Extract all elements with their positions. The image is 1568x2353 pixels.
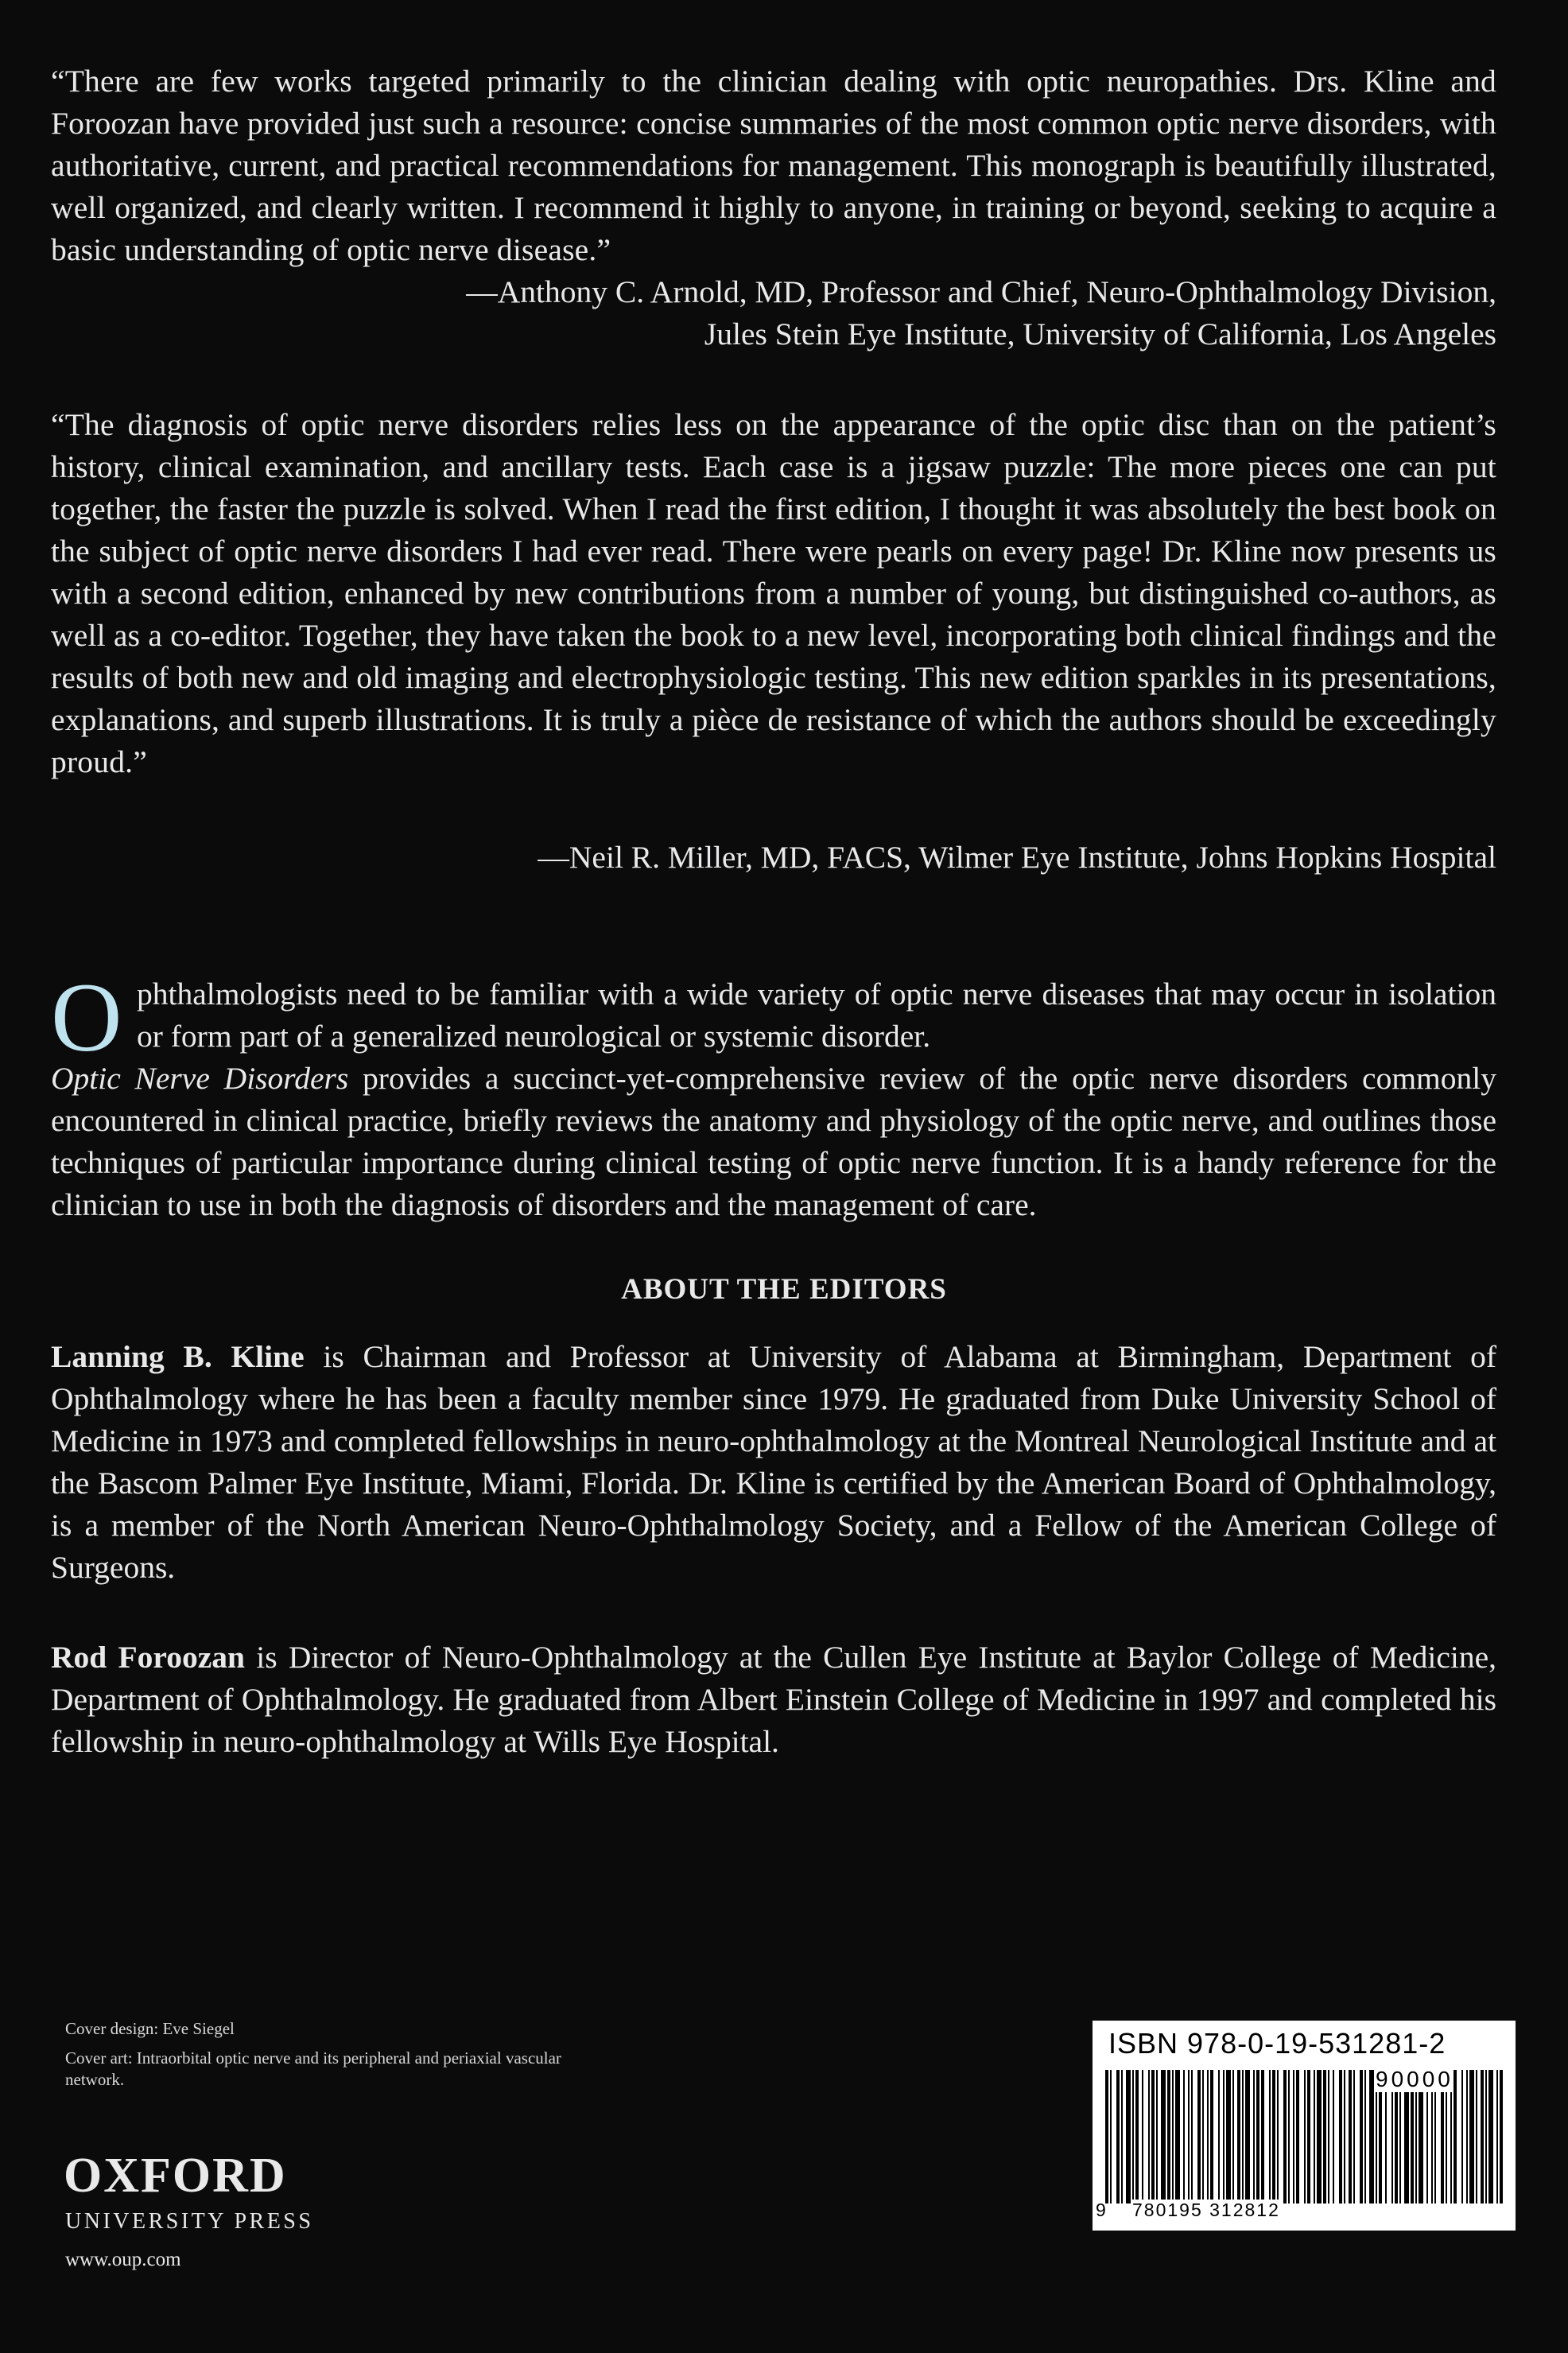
barcode-bar — [1277, 2070, 1279, 2204]
barcode-bar — [1466, 2070, 1468, 2204]
barcode-bar — [1142, 2070, 1143, 2204]
ean-remaining-digits: 780195 312812 — [1132, 2200, 1280, 2220]
barcode-bar — [1333, 2070, 1334, 2204]
barcode-bar — [1183, 2070, 1185, 2204]
book-title: Optic Nerve Disorders — [51, 1061, 349, 1096]
barcode-bar — [1323, 2070, 1326, 2204]
barcode-bar — [1269, 2070, 1271, 2204]
editor-name-kline: Lanning B. Kline — [51, 1339, 305, 1374]
publisher-name: UNIVERSITY PRESS — [65, 2209, 314, 2234]
book-description-cont — [51, 1058, 1496, 1226]
publisher-logo: OXFORD — [64, 2149, 287, 2203]
barcode-bar — [1314, 2070, 1315, 2204]
barcode-bar — [1272, 2070, 1275, 2204]
barcode-bar — [1156, 2070, 1158, 2204]
barcode-bar — [1339, 2070, 1342, 2204]
barcode-bar — [1485, 2070, 1487, 2204]
barcode-bar — [1121, 2070, 1123, 2204]
editor-bio-kline — [51, 1336, 1496, 1589]
barcode-bar — [1364, 2070, 1366, 2204]
barcode-bar — [1188, 2070, 1190, 2204]
barcode-bar — [1175, 2070, 1180, 2204]
barcode-bar — [1454, 2070, 1457, 2204]
editors-heading: ABOUT THE EDITORS — [621, 1273, 947, 1306]
description-part2: provides a succinct-yet-comprehensive review of the optic nerve disorders commonly encountered in clinical practice, briefly reviews the anatomy and physiology of the optic nerve, and outlines those techniques of particular importance during clinical testing of optic nerve function. It is a handy reference for the clinician to use in both the diagnosis of disorders and the management of care. — [51, 1061, 1497, 1222]
barcode-bar — [1197, 2070, 1201, 2204]
barcode-panel — [1093, 2021, 1516, 2231]
barcode-bar — [1488, 2070, 1493, 2204]
cover-design-credit: Cover design: Eve Siegel — [65, 2019, 235, 2038]
barcode-bar — [1328, 2070, 1329, 2204]
barcode-bar — [1496, 2070, 1498, 2204]
barcode-bar — [1242, 2070, 1244, 2204]
barcode-bar — [1481, 2070, 1484, 2204]
description-part1: phthalmologists need to be familiar with a wide variety of optic nerve diseases that may occur in isolation or form part of a generalized neurological or systemic disorder. — [137, 977, 1496, 1054]
barcode-bar — [1232, 2070, 1234, 2204]
barcode-bar — [1293, 2070, 1294, 2204]
barcode-bar — [1218, 2070, 1220, 2204]
attribution-miller: —Neil R. Miller, MD, FACS, Wilmer Eye Institute, Johns Hopkins Hospital — [538, 840, 1496, 875]
barcode-bar — [1210, 2070, 1213, 2204]
attribution-arnold-line1: —Anthony C. Arnold, MD, Professor and Chief, Neuro-Ophthalmology Division, — [466, 274, 1496, 309]
barcode-bar — [1237, 2070, 1240, 2204]
quote-arnold: “There are few works targeted primarily to the clinician dealing with optic neuropathies. Drs. Kline and Foroozan have provided just such a resource: concise summaries of the most common optic nerve disorders, with authoritative, current, and practical recommendations for management. This monograph is beautifully illustrated, well organized, and clearly written. I recommend it highly to anyone, in training or beyond, seeking to acquire a basic understanding of optic nerve disease.” — [51, 64, 1496, 267]
publisher-url: www.oup.com — [65, 2249, 181, 2270]
barcode-bar — [1307, 2070, 1310, 2204]
ean-first-digit: 9 — [1096, 2200, 1108, 2220]
barcode-bar — [1253, 2070, 1255, 2204]
barcode-bar — [1116, 2070, 1120, 2204]
barcode-bar — [1151, 2070, 1155, 2204]
quote-miller: “The diagnosis of optic nerve disorders relies less on the appearance of the optic disc than on the patient’s history, clinical examination, and ancillary tests. Each case is a jigsaw puzzle: The more pieces one can put together, the faster the puzzle is solved. When I read the first edition, I thought it was absolutely the best book on the subject of optic nerve disorders I had ever read. There were pearls on every page! Dr. Kline now presents us with a second edition, enhanced by new contributions from a number of young, but distinguished co-authors, as well as a co-editor. Together, they have taken the book to a new level, incorporating both clinical findings and the results of both new and old imaging and electrophysiologic testing. This new edition sparkles in its presentations, explanations, and superb illustrations. It is truly a pièce de resistance of which the authors should be exceedingly proud.” — [51, 407, 1496, 779]
barcode-bar — [1256, 2070, 1259, 2204]
barcode-bar — [1148, 2070, 1150, 2204]
barcode-bar — [1191, 2070, 1193, 2204]
barcode-bar — [1353, 2070, 1355, 2204]
barcode-bar — [1476, 2070, 1477, 2204]
barcode-bar — [1172, 2070, 1174, 2204]
barcode-bar — [1105, 2070, 1108, 2204]
barcode-bar — [1469, 2070, 1474, 2204]
barcode-bar — [1360, 2070, 1363, 2204]
barcode-bar — [1202, 2070, 1204, 2204]
price-code: 90000 — [1376, 2067, 1454, 2091]
barcode-bar — [1207, 2070, 1209, 2204]
cover-art-credit: Cover art: Intraorbital optic nerve and its peripheral and periaxial vascular network. — [65, 2048, 561, 2089]
isbn-label: ISBN 978-0-19-531281-2 — [1108, 2027, 1446, 2060]
editor-text-kline: is Chairman and Professor at University of Alabama at Birmingham, Department of Ophthalmology where he has been a faculty member since 1979. He graduated from Duke University School of Medicine in 1973 and completed fellowships in neuro-ophthalmology at the Montreal Neurological Institute and at the Bascom Palmer Eye Institute, Miami, Florida. Dr. Kline is certified by the American Board of Ophthalmology, is a member of the North American Neuro-Ophthalmology Society, and a Fellow of the American College of Surgeons. — [51, 1339, 1497, 1585]
barcode-bar — [1283, 2070, 1287, 2204]
book-description — [51, 963, 1496, 1072]
barcode-bar — [1461, 2070, 1463, 2204]
barcode-bar — [1245, 2070, 1250, 2204]
barcode-bar — [1288, 2070, 1290, 2204]
barcode-bar — [1167, 2070, 1170, 2204]
barcode-bar — [1500, 2070, 1503, 2204]
drop-cap: O — [51, 963, 122, 1072]
barcode-bar — [1135, 2070, 1139, 2204]
barcode-bar — [1317, 2070, 1322, 2204]
attribution-arnold-line2: Jules Stein Eye Institute, University of California, Los Angeles — [704, 316, 1496, 351]
barcode-bar — [1304, 2070, 1306, 2204]
barcode-bar — [1296, 2070, 1299, 2204]
barcode-bar — [1369, 2070, 1374, 2204]
editor-bio-foroozan — [51, 1637, 1496, 1763]
barcode-bar — [1261, 2070, 1264, 2204]
barcode-bar — [1110, 2070, 1112, 2204]
barcode-bar — [1223, 2070, 1225, 2204]
barcode-bar — [1132, 2070, 1134, 2204]
barcode-bar — [1126, 2070, 1131, 2204]
editor-name-foroozan: Rod Foroozan — [51, 1640, 245, 1675]
cover-credits — [65, 2018, 638, 2099]
editor-text-foroozan: is Director of Neuro-Ophthalmology at the Cullen Eye Institute at Baylor College of Medicine, Department of Ophthalmology. He graduated from Albert Einstein College of Medicine in 1997 and completed his fellowship in neuro-ophthalmology at Wills Eye Hospital. — [51, 1640, 1496, 1759]
barcode-bar — [1344, 2070, 1345, 2204]
barcode-bar — [1226, 2070, 1231, 2204]
barcode-bar — [1349, 2070, 1352, 2204]
barcode-bar — [1161, 2070, 1166, 2204]
